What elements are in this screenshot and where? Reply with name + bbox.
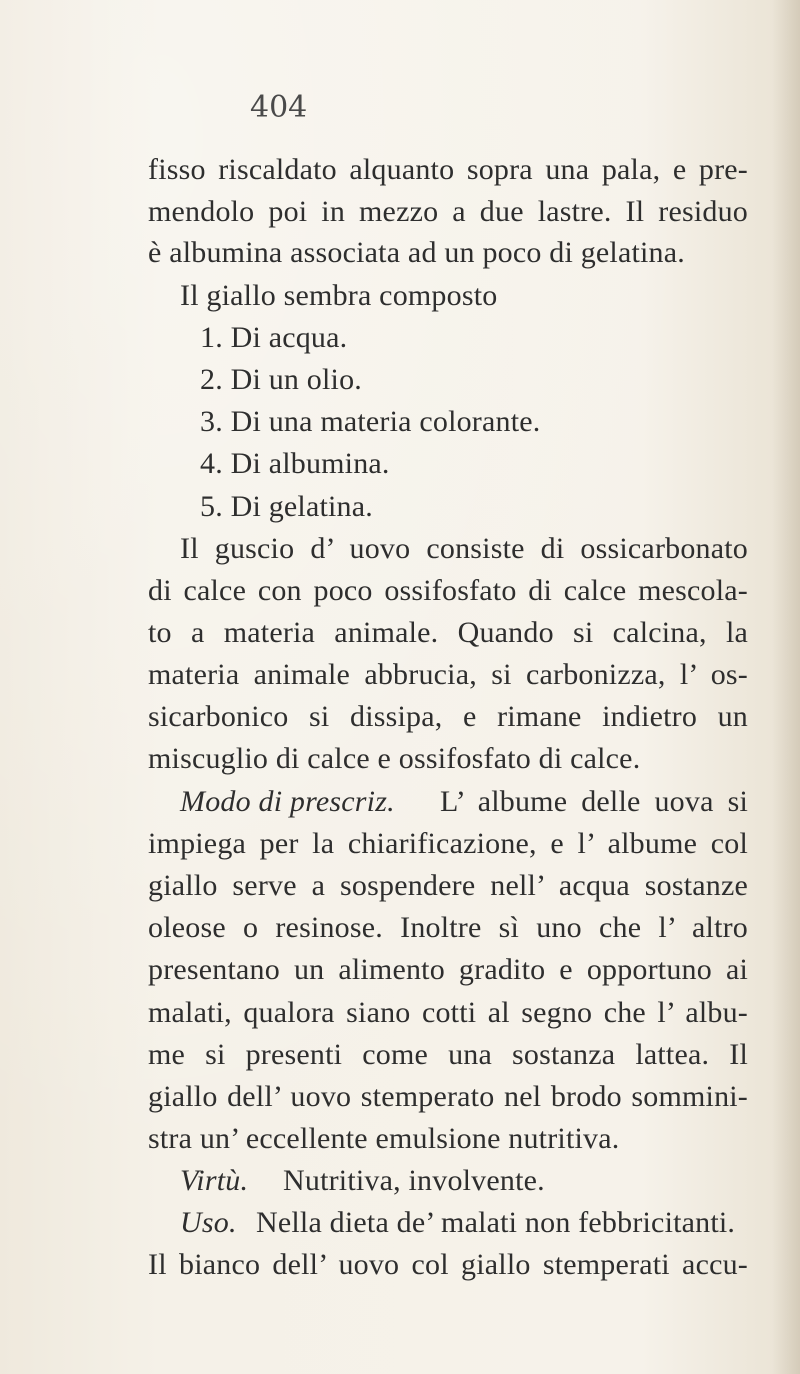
text-line-22: me si presenti come una sostanza lattea. Il bbox=[148, 1038, 748, 1071]
list-item-1: 1. Di acqua. bbox=[200, 321, 348, 354]
text-line-10: Il guscio d’ uovo consiste di ossicarbonato bbox=[180, 532, 748, 565]
list-item-2: 2. Di un olio. bbox=[200, 363, 362, 396]
text-line-17: impiega per la chiarificazione, e l’ albume col bbox=[148, 827, 748, 860]
text-line-2: mendolo poi in mezzo a due lastre. Il residuo bbox=[148, 195, 748, 228]
text-line-3: è albumina associata ad un poco di gelatina. bbox=[148, 236, 685, 269]
text-line-20: presentano un alimento gradito e opportuno ai bbox=[148, 953, 748, 986]
text-line-26: Nella dieta de’ malati non febbricitanti. bbox=[256, 1206, 736, 1239]
text-line-18: giallo serve a sospendere nell’ acqua sostanze bbox=[148, 869, 748, 902]
text-line-27: Il bianco dell’ uovo col giallo stemperati accu- bbox=[148, 1248, 748, 1281]
heading-virtu: Virtù. bbox=[180, 1164, 249, 1197]
text-line-12: to a materia animale. Quando si calcina, la bbox=[148, 616, 748, 649]
text-line-24: stra un’ eccellente emulsione nutritiva. bbox=[148, 1122, 620, 1155]
text-line-11: di calce con poco ossifosfato di calce mescola- bbox=[148, 574, 748, 607]
text-line-19: oleose o resinose. Inoltre sì uno che l’ altro bbox=[148, 911, 748, 944]
text-line-15: miscuglio di calce e ossifosfato di calce. bbox=[148, 742, 641, 775]
heading-uso: Uso. bbox=[180, 1206, 237, 1239]
page-number: 404 bbox=[250, 90, 308, 125]
page-gutter-shadow bbox=[772, 0, 800, 1374]
list-item-3: 3. Di una materia colorante. bbox=[200, 405, 541, 438]
list-item-4: 4. Di albumina. bbox=[200, 447, 390, 480]
text-line-14: sicarbonico si dissipa, e rimane indietro un bbox=[148, 700, 748, 733]
text-line-4: Il giallo sembra composto bbox=[180, 279, 498, 312]
text-line-23: giallo dell’ uovo stemperato nel brodo sommini- bbox=[148, 1080, 748, 1113]
list-item-5: 5. Di gelatina. bbox=[200, 490, 373, 523]
text-line-21: malati, qualora siano cotti al segno che l’ albu- bbox=[148, 996, 748, 1029]
heading-modo-di-prescriz: Modo di prescriz. bbox=[180, 785, 395, 818]
text-line-13: materia animale abbrucia, si carbonizza, l’ os- bbox=[148, 658, 748, 691]
text-line-25: Nutritiva, involvente. bbox=[283, 1164, 545, 1197]
text-line-1: fisso riscaldato alquanto sopra una pala, e pre- bbox=[148, 153, 748, 186]
text-line-16: L’ albume delle uova si bbox=[440, 785, 748, 818]
